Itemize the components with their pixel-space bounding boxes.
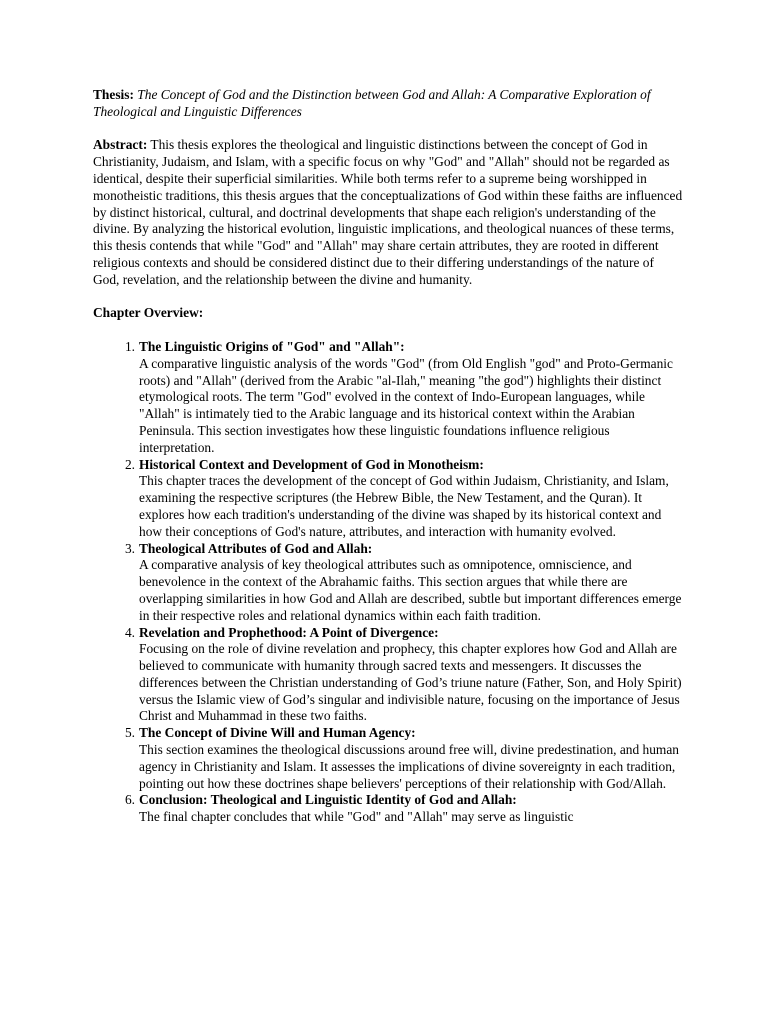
chapter-description: Focusing on the role of divine revelation and prophecy, this chapter explores how God and Allah are believed to communicate with humanity through sacred texts and messengers. It discusses the differences between the Christian understanding of God’s triune nature (Father, Son, and Holy Spirit) versus the Islamic view of God’s singular and indivisible nature, focusing on the importance of Jesus Christ and Muhammad in these two faiths. xyxy=(139,641,682,724)
abstract-paragraph xyxy=(93,137,683,288)
chapter-number: 3. xyxy=(124,540,135,556)
chapter-number: 1. xyxy=(124,338,135,354)
chapter-number: 4. xyxy=(124,624,135,640)
chapter-number: 5. xyxy=(124,725,135,741)
chapter-item-3 xyxy=(124,540,683,625)
chapter-title: Theological Attributes of God and Allah: xyxy=(139,540,373,556)
chapter-title: Revelation and Prophethood: A Point of Divergence: xyxy=(139,624,439,640)
chapter-title: The Concept of Divine Will and Human Agency: xyxy=(139,725,416,741)
chapter-title: Conclusion: Theological and Linguistic Identity of God and Allah: xyxy=(139,792,517,808)
abstract-text: This thesis explores the theological and linguistic distinctions between the concept of God in Christianity, Judaism, and Islam, with a specific focus on why "God" and "Allah" should not be regarded as identical, despite their superficial similarities. While both terms refer to a supreme being worshipped in monotheistic traditions, this thesis argues that the conceptualizations of God within these faiths are influenced by distinct historical, cultural, and doctrinal developments that shape each religion's understanding of the divine. By analyzing the historical evolution, linguistic implications, and theological nuances of these terms, this thesis contends that while "God" and "Allah" may share certain attributes, they are rooted in different religious contexts and should be considered distinct due to their differing understandings of the nature of God, revelation, and the relationship between the divine and humanity. xyxy=(93,137,683,287)
chapter-item-6 xyxy=(124,792,683,826)
chapter-number: 2. xyxy=(124,456,135,472)
thesis-paragraph xyxy=(93,87,683,121)
thesis-title: The Concept of God and the Distinction between God and Allah: A Comparative Exploration of Theological and Linguistic Differences xyxy=(93,87,651,119)
chapter-title: The Linguistic Origins of "God" and "Allah": xyxy=(139,338,405,354)
document-page xyxy=(93,87,683,826)
chapter-description: A comparative linguistic analysis of the words "God" (from Old English "god" and Proto-Germanic roots) and "Allah" (derived from the Arabic "al-Ilah," meaning "the god") highlights their distinct etymological roots. The term "God" evolved in the context of Indo-European languages, while "Allah" is intimately tied to the Arabic language and its historical context within the Arabian Peninsula. This section investigates how these linguistic foundations influence religious interpretation. xyxy=(139,355,673,455)
chapter-description: This section examines the theological discussions around free will, divine predestination, and human agency in Christianity and Islam. It assesses the implications of divine sovereignty in each tradition, pointing out how these doctrines shape believers' perceptions of their relationship with God/Allah. xyxy=(139,742,679,791)
chapter-item-5 xyxy=(124,725,683,792)
chapter-description: A comparative analysis of key theological attributes such as omnipotence, omniscience, and benevolence in the context of the Abrahamic faiths. This section argues that while there are overlapping similarities in how God and Allah are described, subtle but important differences emerge in their respective roles and relational dynamics within each faith tradition. xyxy=(139,557,682,623)
abstract-label: Abstract: xyxy=(93,137,148,153)
chapter-title: Historical Context and Development of God in Monotheism: xyxy=(139,456,484,472)
chapter-item-2 xyxy=(124,456,683,541)
chapter-overview-heading: Chapter Overview: xyxy=(93,305,204,321)
chapter-number: 6. xyxy=(124,792,135,808)
chapter-list xyxy=(93,339,683,826)
chapter-item-4 xyxy=(124,624,683,726)
chapter-description: The final chapter concludes that while "God" and "Allah" may serve as linguistic xyxy=(139,809,574,825)
chapter-description: This chapter traces the development of the concept of God within Judaism, Christianity, and Islam, examining the respective scriptures (the Hebrew Bible, the New Testament, and the Quran). It explores how each tradition's understanding of the divine was shaped by its historical context and how their conceptions of God's nature, attributes, and interaction with humanity evolved. xyxy=(139,473,669,539)
thesis-label: Thesis: xyxy=(93,87,134,102)
chapter-item-1 xyxy=(124,338,683,457)
